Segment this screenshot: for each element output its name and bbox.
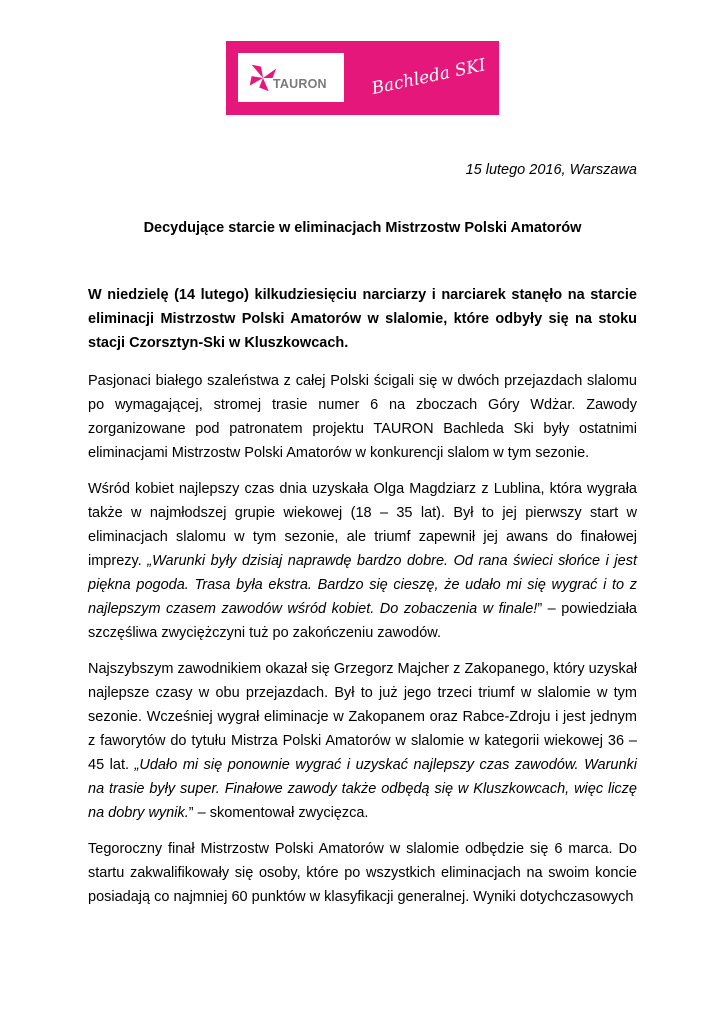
header-banner xyxy=(226,41,499,115)
paragraph-2 xyxy=(88,477,637,645)
paragraph-3-text: Najszybszym zawodnikiem okazał się Grzegorz Majcher z Zakopanego, który uzyskał najlepsze czasy w obu przejazdach. Był to już jego trzeci triumf w slalomie w tym sezonie. Wcześniej wygrał eliminacje w Zakopanem oraz Rabce-Zdroju i jest jednym z faworytów do tytułu Mistrza Polski Amatorów w slalomie w kategorii wiekowej 36 – 45 lat. xyxy=(88,661,637,773)
tauron-logo xyxy=(238,53,344,102)
paragraph-4: Tegoroczny finał Mistrzostw Polski Amatorów w slalomie odbędzie się 6 marca. Do startu zakwalifikowały się osoby, które po wszystkich eliminacjach na swoim koncie posiadają co najmniej 60 punktów w klasyfikacji generalnej. Wyniki dotychczasowych xyxy=(88,841,637,905)
article-body xyxy=(88,283,637,921)
article-title: Decydujące starcie w eliminacjach Mistrzostw Polski Amatorów xyxy=(143,220,582,236)
paragraph-3-attribution: ” – skomentował zwycięzca. xyxy=(188,805,369,821)
paragraph-3 xyxy=(88,657,637,825)
bachleda-ski-logo: Bachleda SKI xyxy=(369,55,488,99)
paragraph-2-text: Wśród kobiet najlepszy czas dnia uzyskała Olga Magdziarz z Lublina, która wygrała także w najmłodszej grupie wiekowej (18 – 35 lat). Był to jej pierwszy start w eliminacjach slalomu w tym sezonie, ale triumf zapewnił jej awans do finałowej imprezy. xyxy=(88,481,637,569)
lead-paragraph: W niedzielę (14 lutego) kilkudziesięciu narciarzy i narciarek stanęło na starcie eliminacji Mistrzostw Polski Amatorów w slalomie, które odbyły się na stoku stacji Czorsztyn-Ski w Kluszkowcach. xyxy=(88,287,637,351)
quote-majcher: „Udało mi się ponownie wygrać i uzyskać najlepszy czas zawodów. Warunki na trasie były super. Finałowe zawody także odbędą się w Kluszkowcach, więc liczę na dobry wynik. xyxy=(88,757,637,821)
paragraph-2-attribution: ” – powiedziała szczęśliwa zwyciężczyni tuż po zakończeniu zawodów. xyxy=(88,601,637,641)
paragraph-1: Pasjonaci białego szaleństwa z całej Polski ścigali się w dwóch przejazdach slalomu po wymagającej, stromej trasie numer 6 na zboczach Góry Wdżar. Zawody zorganizowane pod patronatem projektu TAURON Bachleda Ski były ostatnimi eliminacjami Mistrzostw Polski Amatorów w konkurencji slalom w tym sezonie. xyxy=(88,373,637,461)
press-release-date: 15 lutego 2016, Warszawa xyxy=(465,162,637,178)
quote-magdziarz: „Warunki były dzisiaj naprawdę bardzo dobre. Od rana świeci słońce i jest piękna pogoda. Trasa była ekstra. Bardzo się cieszę, że udało mi się wygrać i to z najlepszym czasem zawodów wśród kobiet. Do zobaczenia w finale! xyxy=(88,553,637,617)
tauron-wordmark: TAURON xyxy=(273,77,327,91)
